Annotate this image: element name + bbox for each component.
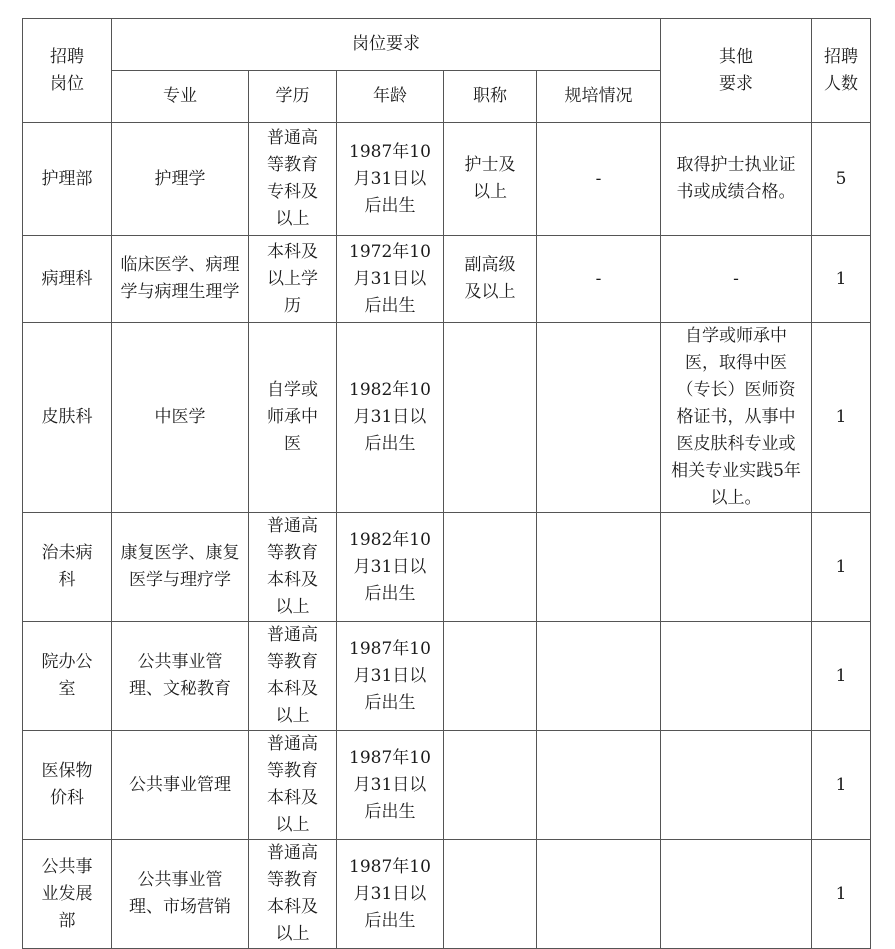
cell-training xyxy=(537,513,661,622)
cell-major: 护理学 xyxy=(112,123,249,236)
header-training: 规培情况 xyxy=(537,71,661,123)
table-row xyxy=(23,622,871,731)
cell-post: 治未病科 xyxy=(23,513,112,622)
cell-age: 1987年10月31日以后出生 xyxy=(337,840,444,949)
header-age: 年龄 xyxy=(337,71,444,123)
cell-age: 1987年10月31日以后出生 xyxy=(337,123,444,236)
table-row xyxy=(23,840,871,949)
table-row xyxy=(23,731,871,840)
header-education: 学历 xyxy=(249,71,337,123)
cell-title xyxy=(444,513,537,622)
table-row xyxy=(23,123,871,236)
cell-post: 病理科 xyxy=(23,236,112,323)
cell-count: 5 xyxy=(812,123,871,236)
header-major: 专业 xyxy=(112,71,249,123)
cell-education: 普通高等教育本科及以上 xyxy=(249,513,337,622)
cell-post: 医保物价科 xyxy=(23,731,112,840)
recruitment-table-container xyxy=(22,18,871,949)
cell-age: 1982年10月31日以后出生 xyxy=(337,513,444,622)
cell-other xyxy=(661,731,812,840)
cell-age: 1987年10月31日以后出生 xyxy=(337,622,444,731)
cell-other xyxy=(661,513,812,622)
cell-other: - xyxy=(661,236,812,323)
table-row xyxy=(23,323,871,513)
table-row xyxy=(23,236,871,323)
cell-title: 副高级及以上 xyxy=(444,236,537,323)
cell-other xyxy=(661,840,812,949)
cell-title: 护士及以上 xyxy=(444,123,537,236)
cell-education: 普通高等教育专科及以上 xyxy=(249,123,337,236)
cell-other xyxy=(661,622,812,731)
cell-post: 皮肤科 xyxy=(23,323,112,513)
cell-major: 康复医学、康复医学与理疗学 xyxy=(112,513,249,622)
cell-major: 公共事业管理、市场营销 xyxy=(112,840,249,949)
cell-training: - xyxy=(537,236,661,323)
header-other: 其他要求 xyxy=(661,19,812,123)
cell-major: 公共事业管理 xyxy=(112,731,249,840)
cell-age: 1972年10月31日以后出生 xyxy=(337,236,444,323)
cell-age: 1987年10月31日以后出生 xyxy=(337,731,444,840)
cell-title xyxy=(444,731,537,840)
table-row xyxy=(23,513,871,622)
cell-education: 普通高等教育本科及以上 xyxy=(249,840,337,949)
cell-count: 1 xyxy=(812,622,871,731)
cell-other: 取得护士执业证书或成绩合格。 xyxy=(661,123,812,236)
cell-major: 公共事业管理、文秘教育 xyxy=(112,622,249,731)
cell-education: 本科及以上学历 xyxy=(249,236,337,323)
cell-other: 自学或师承中医，取得中医（专长）医师资格证书，从事中医皮肤科专业或相关专业实践5年以上。 xyxy=(661,323,812,513)
cell-count: 1 xyxy=(812,323,871,513)
cell-education: 普通高等教育本科及以上 xyxy=(249,622,337,731)
cell-major: 临床医学、病理学与病理生理学 xyxy=(112,236,249,323)
cell-education: 自学或师承中医 xyxy=(249,323,337,513)
cell-title xyxy=(444,622,537,731)
cell-major: 中医学 xyxy=(112,323,249,513)
cell-training xyxy=(537,622,661,731)
cell-count: 1 xyxy=(812,731,871,840)
cell-count: 1 xyxy=(812,236,871,323)
header-count: 招聘人数 xyxy=(812,19,871,123)
cell-age: 1982年10月31日以后出生 xyxy=(337,323,444,513)
header-requirements: 岗位要求 xyxy=(112,19,661,71)
cell-training: - xyxy=(537,123,661,236)
cell-education: 普通高等教育本科及以上 xyxy=(249,731,337,840)
cell-training xyxy=(537,840,661,949)
header-post: 招聘岗位 xyxy=(23,19,112,123)
recruitment-table xyxy=(22,18,871,949)
header-title: 职称 xyxy=(444,71,537,123)
cell-title xyxy=(444,840,537,949)
cell-post: 护理部 xyxy=(23,123,112,236)
cell-post: 院办公室 xyxy=(23,622,112,731)
cell-training xyxy=(537,731,661,840)
cell-post: 公共事业发展部 xyxy=(23,840,112,949)
cell-count: 1 xyxy=(812,513,871,622)
cell-count: 1 xyxy=(812,840,871,949)
cell-training xyxy=(537,323,661,513)
cell-title xyxy=(444,323,537,513)
